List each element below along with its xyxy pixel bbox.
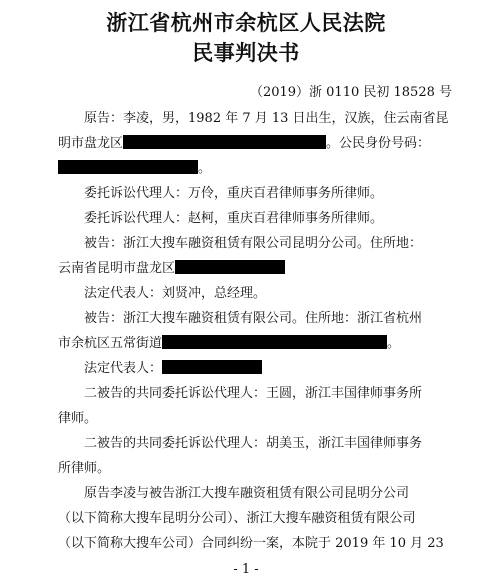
case-summary-line-1: 原告李凌与被告浙江大搜车融资租赁有限公司昆明分公司 (84, 486, 410, 501)
defendant-2-address-prefix: 市余杭区五常街道 (58, 336, 163, 351)
joint-agent-1-line-1: 二被告的共同委托诉讼代理人：王圆，浙江丰国律师事务所 (84, 386, 423, 401)
redaction-bar (162, 335, 387, 349)
plaintiff-id-label: 。公民身份号码： (326, 136, 431, 151)
defendant-1-line-1: 被告：浙江大搜车融资租赁有限公司昆明分公司。住所地： (84, 236, 423, 251)
joint-agent-2-line-1: 二被告的共同委托诉讼代理人：胡美玉，浙江丰国律师事务 (84, 436, 423, 451)
defendant-2-line-2 (58, 331, 454, 356)
defendant-1-address-prefix: 云南省昆明市盘龙区 (58, 261, 176, 276)
joint-agent-2-line-2: 所律师。 (58, 461, 111, 476)
plaintiff-agent-1: 委托诉讼代理人：万伶，重庆百君律师事务所律师。 (84, 186, 384, 201)
case-summary-line-2: （以下简称大搜车昆明分公司）、浙江大搜车融资租赁有限公司 (58, 511, 416, 526)
document-type: 民事判决书 (192, 40, 300, 65)
redaction-bar (58, 160, 198, 174)
defendant-1-line-2 (58, 256, 454, 281)
case-summary-line-3: （以下简称大搜车公司）合同纠纷一案，本院于 2019 年 10 月 23 (58, 536, 444, 551)
court-name: 浙江省杭州市余杭区人民法院 (106, 10, 386, 35)
joint-agent-1-line-2: 律师。 (58, 411, 98, 426)
defendant-2-legal-rep-label: 法定代表人： (84, 361, 163, 376)
plaintiff-address-prefix: 明市盘龙区 (58, 136, 124, 151)
redaction-bar (175, 260, 285, 274)
redaction-bar (162, 360, 262, 374)
case-number: （2019）浙 0110 民初 18528 号 (249, 85, 452, 100)
judgment-body (58, 106, 454, 556)
plaintiff-line-3 (58, 156, 454, 181)
redaction-bar (123, 135, 326, 149)
plaintiff-id-end: 。 (198, 161, 212, 176)
plaintiff-line-2 (58, 131, 454, 156)
defendant-2-address-end: 。 (387, 336, 401, 351)
plaintiff-line-1: 原告：李凌，男，1982 年 7 月 13 日出生，汉族，住云南省昆 (84, 111, 449, 126)
plaintiff-agent-2: 委托诉讼代理人：赵柯，重庆百君律师事务所律师。 (84, 211, 384, 226)
defendant-2-legal-rep (58, 356, 454, 381)
defendant-1-legal-rep: 法定代表人：刘贤冲，总经理。 (84, 286, 267, 301)
page-number: - 1 - (233, 562, 259, 577)
defendant-2-line-1: 被告：浙江大搜车融资租赁有限公司。住所地：浙江省杭州 (84, 311, 423, 326)
